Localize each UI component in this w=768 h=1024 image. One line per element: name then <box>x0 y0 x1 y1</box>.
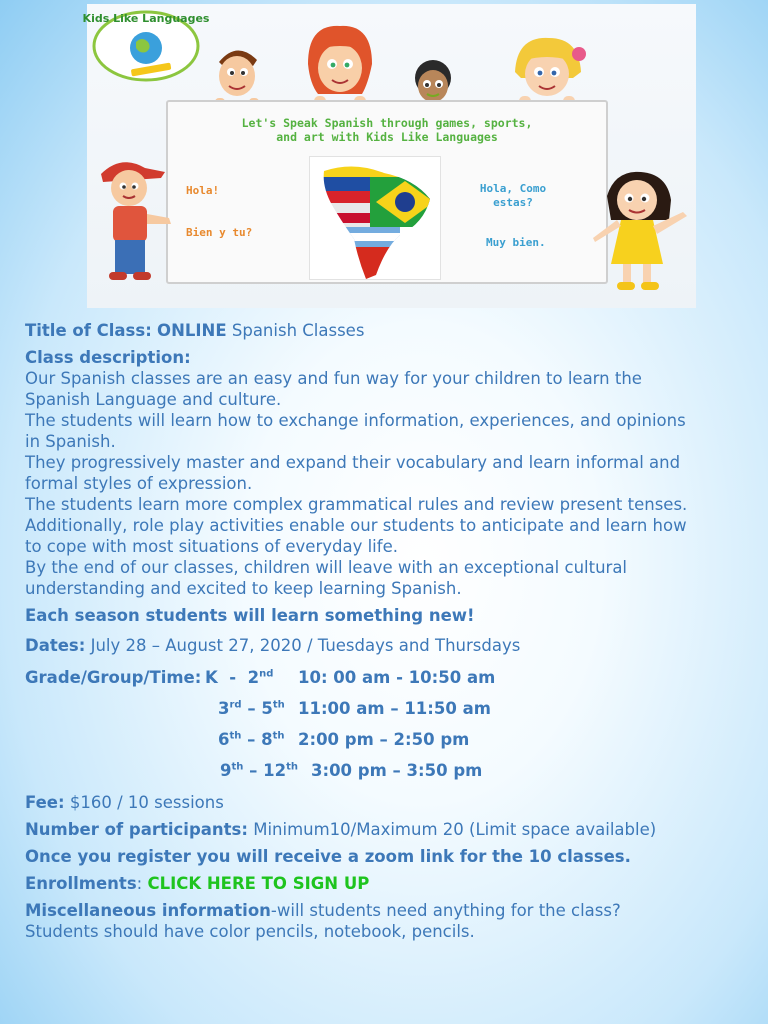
south-america-flags-map <box>309 156 441 280</box>
boy-cartoon-icon <box>207 42 267 106</box>
speech-board <box>166 100 608 284</box>
dates-value: July 28 – August 27, 2020 / Tuesdays and Thursdays <box>90 636 521 655</box>
header-banner-image <box>82 4 696 308</box>
misc-answer: Students should have color pencils, notebook, pencils. <box>25 922 475 941</box>
class-title-rest: Spanish Classes <box>231 321 365 340</box>
description-line: understanding and excited to keep learning Spanish. <box>25 579 462 598</box>
description-line: in Spanish. <box>25 432 116 451</box>
girl-yellow-dress-cartoon-icon <box>585 170 695 294</box>
grade-start: K <box>205 668 218 687</box>
schedule-row <box>25 755 755 786</box>
grade-sep: – <box>247 699 256 718</box>
girl-red-hair-cartoon-icon <box>302 24 377 106</box>
grade-end: 12 <box>263 761 287 780</box>
class-title-label: Title of Class: <box>25 321 152 340</box>
grade-start: 3 <box>218 699 230 718</box>
class-title <box>25 320 755 341</box>
grade-start: 9 <box>220 761 232 780</box>
boy-red-cap-cartoon-icon <box>93 154 175 290</box>
description-line: The students learn more complex grammatical rules and review present tenses. <box>25 495 688 514</box>
description-line: Our Spanish classes are an easy and fun way for your children to learn the <box>25 369 642 388</box>
enrollments <box>25 873 755 894</box>
misc-info <box>25 900 755 921</box>
grade-end: 2 <box>247 668 260 687</box>
participants-value: Minimum10/Maximum 20 (Limit space available) <box>253 820 657 839</box>
grade-start-suffix: th <box>231 761 244 773</box>
description-line: They progressively master and expand their vocabulary and learn informal and <box>25 453 681 472</box>
fee-label: Fee: <box>25 793 65 812</box>
grade-end: 5 <box>261 699 273 718</box>
grade-sep: – <box>247 730 256 749</box>
description-label: Class description: <box>25 348 191 367</box>
banner-slogan-line2: and art with Kids Like Languages <box>276 130 498 144</box>
girl-blonde-cartoon-icon <box>507 34 587 106</box>
kids-like-languages-logo <box>82 6 210 82</box>
time-range: 3:00 pm – 3:50 pm <box>311 761 483 780</box>
description-line: Additionally, role play activities enable our students to anticipate and learn how <box>25 516 687 535</box>
schedule-label: Grade/Group/Time: <box>25 668 202 687</box>
dates-label: Dates: <box>25 636 86 655</box>
banner-slogan-line1: Let's Speak Spanish through games, sports, <box>241 116 533 130</box>
bien-y-tu-text: Bien y tu? <box>186 226 253 239</box>
muy-bien-text: Muy bien. <box>486 236 546 249</box>
hola-como-line2: estas? <box>493 196 533 209</box>
participants-label: Number of participants: <box>25 820 248 839</box>
dates <box>25 635 755 656</box>
south-america-map-icon <box>310 157 440 279</box>
misc-question: -will students need anything for the class? <box>270 901 621 920</box>
grade-end-suffix: th <box>272 699 285 711</box>
description-line: formal styles of expression. <box>25 474 253 493</box>
grade-range <box>218 693 285 724</box>
grade-start-suffix: rd <box>229 699 242 711</box>
description-line: By the end of our classes, children will leave with an exceptional cultural <box>25 558 628 577</box>
enrollments-label: Enrollments <box>25 874 137 893</box>
hola-text: Hola! <box>186 184 220 197</box>
enrollments-colon: : <box>136 874 143 893</box>
season-note: Each season students will learn something new! <box>25 606 475 625</box>
misc-label: Miscellaneous information <box>25 901 271 920</box>
description-text <box>25 368 755 599</box>
grade-range <box>220 755 298 786</box>
class-title-online: ONLINE <box>157 321 227 340</box>
hola-como-estas-text <box>463 182 563 210</box>
description-line: The students will learn how to exchange information, experiences, and opinions <box>25 411 686 430</box>
description-line: to cope with most situations of everyday life. <box>25 537 398 556</box>
zoom-note: Once you register you will receive a zoom link for the 10 classes. <box>25 847 631 866</box>
grade-start: 6 <box>218 730 230 749</box>
sign-up-link[interactable]: CLICK HERE TO SIGN UP <box>147 874 370 893</box>
grade-start-suffix: th <box>229 730 242 742</box>
schedule-row <box>25 724 755 755</box>
schedule-row <box>25 693 755 724</box>
description-line: Spanish Language and culture. <box>25 390 282 409</box>
grade-end-suffix: nd <box>259 668 274 680</box>
schedule-row <box>25 662 755 693</box>
grade-end-suffix: th <box>272 730 285 742</box>
hola-como-line1: Hola, Como <box>479 182 547 195</box>
schedule-table <box>25 662 755 786</box>
time-range: 2:00 pm – 2:50 pm <box>298 730 470 749</box>
grade-sep: - <box>229 668 237 687</box>
svg-text:Kids Like Languages: Kids Like Languages <box>82 12 210 25</box>
grade-end: 8 <box>261 730 273 749</box>
grade-range <box>205 662 273 693</box>
class-info <box>25 320 755 942</box>
fee-value: $160 / 10 sessions <box>69 793 224 812</box>
grade-range <box>218 724 285 755</box>
grade-sep: – <box>249 761 258 780</box>
time-range: 10: 00 am - 10:50 am <box>298 668 496 687</box>
grade-end-suffix: th <box>286 761 299 773</box>
participants <box>25 819 755 840</box>
fee <box>25 792 755 813</box>
banner-slogan <box>168 116 606 144</box>
time-range: 11:00 am – 11:50 am <box>298 699 491 718</box>
